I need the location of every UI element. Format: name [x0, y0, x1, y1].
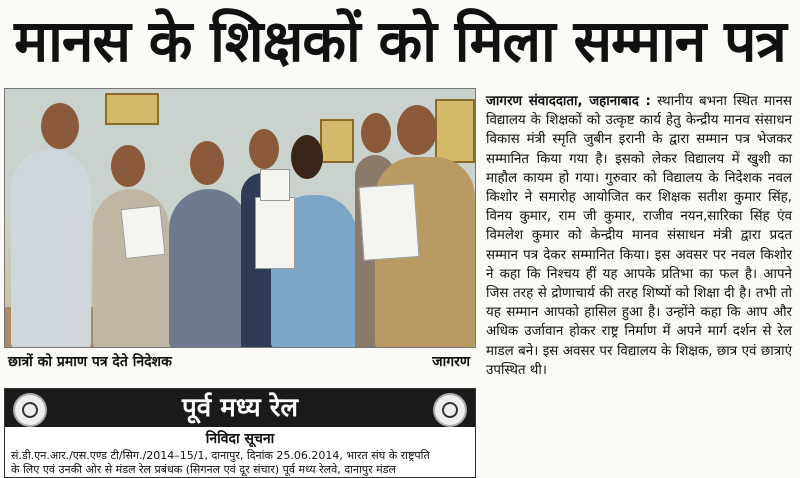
ad-title: पूर्व मध्य रेल: [5, 389, 475, 427]
photo-caption: [8, 352, 474, 374]
article-body: [486, 92, 792, 380]
article-text: स्थानीय बभना स्थित मानस विद्यालय के शिक्षकों को उत्कृष्ट कार्य हेतु केन्द्रीय मानव संसाधन विकास मंत्री स्मृति जुबीन इरानी के द्वारा सम्मान पत्र भेजकर सम्मानित किया गया है। इसको लेकर विद्यालय में खुशी का माहौल कायम हो गया। गुरुवार को विद्यालय के निदेशक नवल किशोर ने समारोह आयोजित कर शिक्षक सतीश कुमार सिंह, विनय कुमार, राम जी कुमार, राजीव नयन,सारिका सिंह एंव विमलेश कुमार को केन्द्रीय मानव संसाधन मंत्री द्वारा प्रदत सम्मान पत्र देकर सम्मानित किया। इस अवसर पर नवल किशोर ने कहा कि निश्चय हीं यह आपके प्रतिभा का फल है। आपने जिस तरह से द्रोणाचार्य की तरह शिष्यों को शिक्षा दी है। तभी तो यह सम्मान आपको हासिल हुआ है। उन्होंने कहा कि आप और अधिक उर्जावान होकर राष्ट्र निर्माण में अपने मार्ग दर्शन से रेल माडल बने। इस अवसर पर विद्यालय के शिक्षक, छात्र एवं छात्राएं उपस्थित थी।: [486, 94, 792, 378]
article-dateline: जागरण संवाददाता, जहानाबाद :: [486, 94, 651, 109]
caption-text: छात्रों को प्रमाण पत्र देते निदेशक: [8, 354, 172, 370]
ad-subtitle: निविदा सूचना: [205, 431, 275, 447]
ad-text: [11, 449, 471, 477]
photo-credit: जागरण: [432, 354, 470, 370]
ad-line-1: सं.डी.एन.आर./एस.एण्ड टी/सिग./2014–15/1, दानापुर, दिनांक 25.06.2014, भारत संघ के राष्ट्रपति: [11, 449, 430, 462]
railway-logo-icon: [433, 393, 467, 427]
news-photo: [4, 88, 476, 348]
ad-line-2: के लिए एवं उनकी ओर से मंडल रेल प्रबंधक (सिगनल एवं दूर संचार) पूर्व मध्य रेलवे, दानापुर मंडल: [11, 463, 396, 476]
railway-logo-icon: [13, 393, 47, 427]
headline: मानस के शिक्षकों को मिला सम्मान पत्र: [14, 7, 786, 75]
tender-notice-ad: [4, 388, 476, 478]
